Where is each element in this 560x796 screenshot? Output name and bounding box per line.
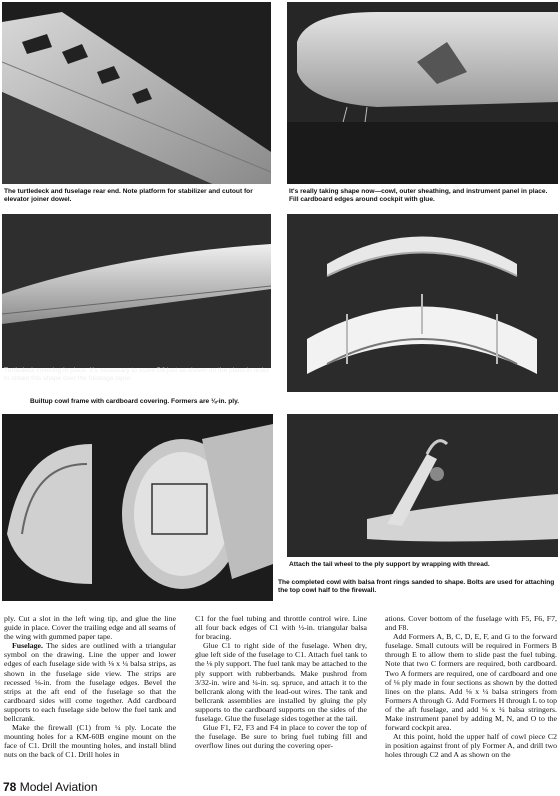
article-column-3 [385,614,557,760]
caption-photo-3: Turtledeck covering in place. It's necessary to score D6 just as shown on the plans in order to obtain this shape over the fuselage taper. [4,367,269,382]
paragraph: Add Formers A, B, C, D, E, F, and G to the forward fuselage. Small cutouts will be required in Formers B through E to allow them to slide past the fuel tubing. Note that two C formers are required, both cardboard. Two A formers are required, one of cardboard and one of ⅛ ply made in four sections as shown by the dotted lines on the plans. Add ⅛ x ¼ balsa stringers from Formers A through G. Add Formers H through L to top of the aft fuselage, and add ⅛ x ¼ balsa stringers. Make instrument panel by adding M, N, and O to the forward cockpit area. [385,632,557,733]
paragraph: Glue C1 to right side of the fuselage. When dry, glue left side of the fuselage to C1. Attach fuel tank to the ⅛ ply support. The fuel tank may be attached to the ply support with rubberbands. Make pushrod from 3/32-in. wire and ¼-in. sq. spruce, and attach it to the bellcrank along with the lead-out wires. The tank and bellcrank assemblies are installed by gluing the ply supports to the cardboard supports on the sides of the fuselage. Glue the fuselage sides together at the tail. [195,641,367,724]
photo-turtledeck-covering [2,214,271,368]
caption-photo-6a: Attach the tail wheel to the ply support by wrapping with thread. [289,561,490,568]
caption-photo-6b: The completed cowl with balsa front rings sanded to shape. Bolts are used for attaching the top cowl half to the firewall. [278,579,555,594]
paragraph: Glue F1, F2, F3 and F4 in place to cover the top of the fuselage. Be sure to bring fuel tubing fill and overflow lines out during the covering oper- [195,723,367,751]
photo-tail-wheel [287,414,558,557]
caption-photo-1: The turtledeck and fuselage rear end. Note platform for stabilizer and cutout for elevator joiner dowel. [4,188,253,203]
photo-turtledeck-rear [2,2,271,184]
article-column-2 [195,614,367,750]
page-footer [3,780,98,794]
photo-cowl-sheathing [287,2,558,184]
article-column-1 [4,614,176,760]
magazine-name: Model Aviation [19,780,98,794]
photo-completed-cowl [2,414,273,601]
photo-cowl-frame [287,214,558,392]
caption-photo-2: It's really taking shape now—cowl, outer sheathing, and instrument panel in place. Fill cardboard edges around cockpit with glue. [289,188,548,203]
caption-photo-4: Builtup cowl frame with cardboard covering. Formers are ⅛-in. ply. [30,398,240,405]
paragraph: At this point, hold the upper half of cowl piece C2 in position against front of ply Former A, and drill two holes through C2 and A as shown on the [385,732,557,760]
paragraph: Fuselage. The sides are outlined with a triangular symbol on the drawing. Line the upper and lower edges of each fuselage side with ⅛ x ¼ balsa strips, as shown in the fuselage side view. The strips are recessed ⅛-in. from the fuselage edges. Bevel the strips at the aft end of the fuselage so that the cardboard sides will come together. Add cardboard supports to each fuselage side below the fuel tank and bellcrank. [4,641,176,724]
paragraph: C1 for the fuel tubing and throttle control wire. Line all four back edges of C1 with ½-in. triangular balsa for bracing. [195,614,367,642]
page-number: 78 [3,780,17,794]
paragraph: ply. Cut a slot in the left wing tip, and glue the line guide in place. Cover the trailing edge and all seams of the wing with gummed paper tape. [4,614,176,642]
paragraph: ations. Cover bottom of the fuselage with F5, F6, F7, and F8. [385,614,557,633]
paragraph: Make the firewall (C1) from ¼ ply. Locate the mounting holes for a KM-60B engine mount on the face of C1. Drill the mounting holes, and install blind nuts on the back of C1. Drill holes in [4,723,176,760]
